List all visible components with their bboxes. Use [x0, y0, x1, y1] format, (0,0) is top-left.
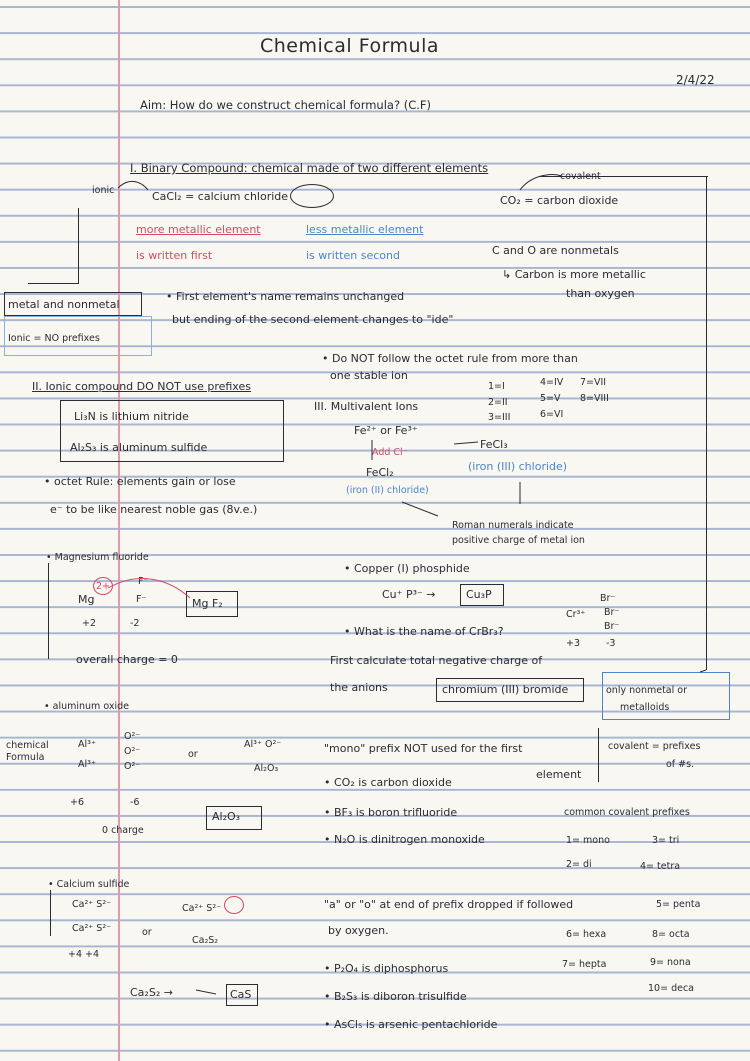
only-nonmetal: only nonmetal or [606, 685, 687, 696]
minus-3: -3 [606, 638, 616, 649]
ca-or: or [142, 927, 152, 938]
drop-rule: "a" or "o" at end of prefix dropped if followed [324, 898, 574, 911]
fecl2-name: (iron (II) chloride) [346, 485, 429, 496]
bf3-name: • BF₃ is boron trifluoride [324, 806, 458, 819]
alo-bot: Al₂O₃ [254, 763, 279, 774]
alo-top: Al³⁺ O²⁻ [244, 739, 282, 750]
fecl3: FeCl₃ [480, 438, 508, 451]
metalloids: metalloids [620, 702, 670, 713]
co2-example: CO₂ = carbon dioxide [500, 194, 619, 207]
ca-charges: +4 +4 [68, 949, 100, 960]
fecl2: FeCl₂ [366, 466, 394, 479]
o-ion: O²⁻ [124, 761, 141, 772]
page-title: Chemical Formula [260, 35, 440, 57]
date: 2/4/22 [676, 73, 715, 87]
plus-6: +6 [70, 797, 85, 808]
crbr-answer: chromium (III) bromide [442, 683, 569, 696]
ca-bottom: Ca₂S₂ → [130, 986, 173, 999]
octet-rule: • octet Rule: elements gain or lose [44, 475, 236, 488]
roman-note-2: positive charge of metal ion [452, 535, 585, 546]
roman-note: Roman numerals indicate [452, 520, 574, 531]
b2s3-name: • B₂S₃ is diboron trisulfide [324, 990, 467, 1003]
f-ion: F⁻ [138, 576, 149, 587]
roman-3: 3=III [488, 412, 511, 423]
fe-ions: Fe²⁺ or Fe³⁺ [354, 424, 418, 437]
ascl5-name: • AsCl₅ is arsenic pentachloride [324, 1018, 498, 1031]
written-second: is written second [306, 249, 400, 262]
roman-6: 6=VI [540, 409, 564, 420]
mg-charge: 2+ [96, 581, 111, 592]
p2o4-name: • P₂O₄ is diphosphorus [324, 962, 449, 975]
rule-second: but ending of the second element changes to "ide" [172, 313, 454, 326]
prefix-tri: 3= tri [652, 835, 680, 846]
mg-symbol: Mg [78, 593, 95, 606]
copper-ions: Cu⁺ P³⁻ → [382, 588, 436, 601]
aim: Aim: How do we construct chemical formula? (C.F) [140, 98, 431, 112]
plus-3: +3 [566, 638, 581, 649]
anions: the anions [330, 681, 388, 694]
roman-1: 1=I [488, 381, 505, 392]
nonmetals-note: C and O are nonmetals [492, 244, 619, 257]
prefix-mono: 1= mono [566, 835, 610, 846]
metal-nonmetal: metal and nonmetal [8, 298, 120, 311]
cas: CaS [230, 988, 252, 1001]
covalent-prefix: covalent = prefixes [608, 741, 701, 752]
prefix-nona: 9= nona [650, 957, 691, 968]
zero-charge: 0 charge [102, 825, 144, 836]
prefix-octa: 8= octa [652, 929, 690, 940]
crbr-calc: First calculate total negative charge of [330, 654, 543, 667]
prefix-hexa: 6= hexa [566, 929, 607, 940]
br-ion: Br⁻ [604, 607, 620, 618]
roman-5: 5=V [540, 393, 561, 404]
roman-7: 7=VII [580, 377, 607, 388]
by-oxygen: by oxygen. [328, 924, 389, 937]
overall-charge: overall charge = 0 [76, 653, 178, 666]
al-ion-2: Al³⁺ [78, 759, 96, 770]
al-title: • aluminum oxide [44, 701, 129, 712]
al-or: or [188, 749, 198, 760]
mono-rule: "mono" prefix NOT used for the first [324, 742, 523, 755]
ca-title: • Calcium sulfide [48, 879, 130, 890]
n2o-name: • N₂O is dinitrogen monoxide [324, 833, 485, 846]
mono-element: element [536, 768, 582, 781]
cr-ion: Cr³⁺ [566, 609, 586, 620]
copper-title: • Copper (I) phosphide [344, 562, 470, 575]
octet-rule-2: e⁻ to be like nearest noble gas (8v.e.) [50, 503, 258, 516]
crbr-question: • What is the name of CrBr₃? [344, 625, 504, 638]
carbon-more: ↳ Carbon is more metallic [502, 268, 646, 281]
al2s3-example: Al₂S₃ is aluminum sulfide [70, 441, 208, 454]
ca-row2: Ca²⁺ S²⁻ [72, 923, 112, 934]
minus-6: -6 [130, 797, 140, 808]
prefix-tetra: 4= tetra [640, 861, 681, 872]
ca-row1: Ca²⁺ S²⁻ [72, 899, 112, 910]
cacl2-example: CaCl₂ = calcium chloride [152, 190, 289, 203]
br-ion: Br⁻ [600, 593, 616, 604]
mg-title: • Magnesium fluoride [46, 552, 149, 563]
ionic-no-prefix: Ionic = NO prefixes [8, 333, 100, 344]
br-ion: Br⁻ [604, 621, 620, 632]
more-metallic: more metallic element [136, 223, 261, 236]
rule-first: • First element's name remains unchanged [166, 290, 405, 303]
multivalent-heading: III. Multivalent Ions [314, 400, 419, 413]
al-ion: Al³⁺ [78, 739, 96, 750]
chemical-formula-note: chemical Formula [6, 740, 49, 763]
ca-mid-bot: Ca₂S₂ [192, 935, 219, 946]
less-metallic: less metallic element [306, 223, 424, 236]
add-cl: Add Cl⁻ [372, 447, 408, 458]
ionic-label: ionic [92, 185, 115, 196]
binary-heading: I. Binary Compound: chemical made of two different elements [130, 161, 489, 175]
written-first: is written first [136, 249, 213, 262]
prefix-di: 2= di [566, 859, 592, 870]
f-ion-2: F⁻ [136, 594, 147, 605]
mgf2: Mg F₂ [192, 597, 223, 610]
fecl3-name: (iron (III) chloride) [468, 460, 568, 473]
prefix-hepta: 7= hepta [562, 959, 607, 970]
no-octet-2: one stable ion [330, 369, 408, 382]
plus-2: +2 [82, 618, 97, 629]
ionic-heading: II. Ionic compound DO NOT use prefixes [32, 380, 251, 393]
li3n-example: Li₃N is lithium nitride [74, 410, 189, 423]
no-octet: • Do NOT follow the octet rule from more than [322, 352, 578, 365]
al2o3: Al₂O₃ [212, 810, 241, 823]
roman-2: 2=II [488, 397, 508, 408]
than-oxygen: than oxygen [566, 287, 635, 300]
ca-mid-top: Ca²⁺ S²⁻ [182, 903, 222, 914]
co2-name: • CO₂ is carbon dioxide [324, 776, 452, 789]
roman-8: 8=VIII [580, 393, 609, 404]
cu3p: Cu₃P [466, 588, 492, 601]
minus-2: -2 [130, 618, 140, 629]
prefix-penta: 5= penta [656, 899, 701, 910]
o-ion: O²⁻ [124, 746, 141, 757]
prefix-title: common covalent prefixes [564, 807, 690, 818]
roman-4: 4=IV [540, 377, 564, 388]
of-numbers: of #s. [666, 759, 695, 770]
o-ion: O²⁻ [124, 731, 141, 742]
prefix-deca: 10= deca [648, 983, 694, 994]
